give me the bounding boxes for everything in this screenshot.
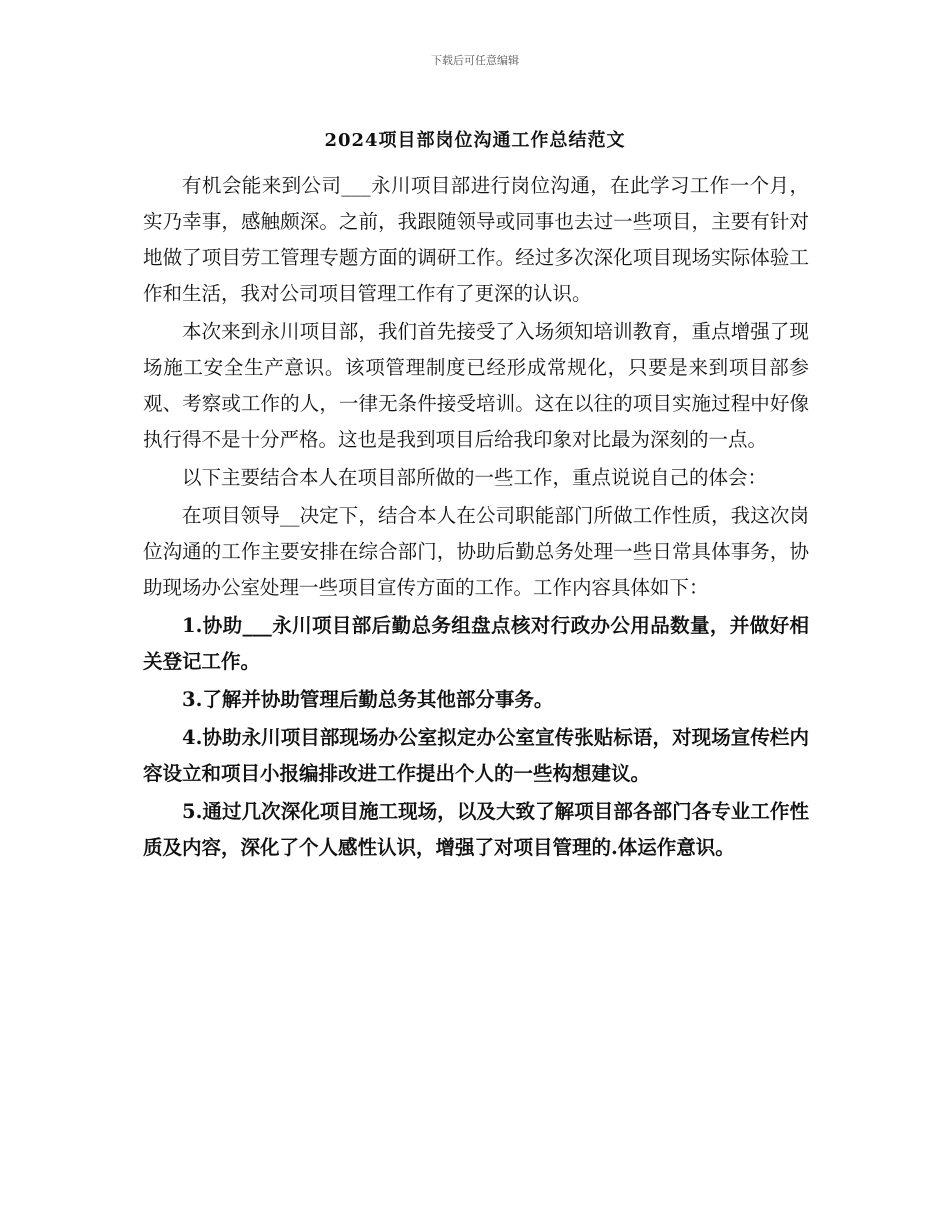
body-paragraph: 在项目领导__决定下，结合本人在公司职能部门所做工作性质，我这次岗位沟通的工作主要安排在综合部门，协助后勤总务处理一些日常具体事务，协助现场办公室处理一些项目宣传方面的工作。工作内容具体如下： [143, 504, 809, 599]
list-item: 3.了解并协助管理后勤总务其他部分事务。 [182, 688, 554, 711]
document-title: 2024项目部岗位沟通工作总结范文 [324, 130, 626, 151]
list-item: 4.协助永川项目部现场办公室拟定办公室宣传张贴标语，对现场宣传栏内容设立和项目小报编排改进工作提出个人的一些构想建议。 [143, 726, 809, 785]
body-paragraph: 以下主要结合本人在项目部所做的一些工作，重点说说自己的体会： [182, 466, 768, 489]
document-body [143, 168, 809, 868]
body-paragraph: 本次来到永川项目部，我们首先接受了入场须知培训教育，重点增强了现场施工安全生产意识。该项管理制度已经形成常规化，只要是来到项目部参观、考察或工作的人，一律无条件接受培训。这在以往的项目实施过程中好像执行得不是十分严格。这也是我到项目后给我印象对比最为深刻的一点。 [143, 320, 809, 451]
body-paragraph: 有机会能来到公司___永川项目部进行岗位沟通，在此学习工作一个月，实乃幸事，感触颇深。之前，我跟随领导或同事也去过一些项目，主要有针对地做了项目劳工管理专题方面的调研工作。经过多次深化项目现场实际体验工作和生活，我对公司项目管理工作有了更深的认识。 [143, 174, 809, 305]
page-header-note: 下载后可任意编辑 [431, 54, 519, 67]
list-item: 5.通过几次深化项目施工现场，以及大致了解项目部各部门各专业工作性质及内容，深化了个人感性认识，增强了对项目管理的.体运作意识。 [143, 800, 809, 859]
list-item: 1.协助___永川项目部后勤总务组盘点核对行政办公用品数量，并做好相关登记工作。 [143, 614, 809, 673]
